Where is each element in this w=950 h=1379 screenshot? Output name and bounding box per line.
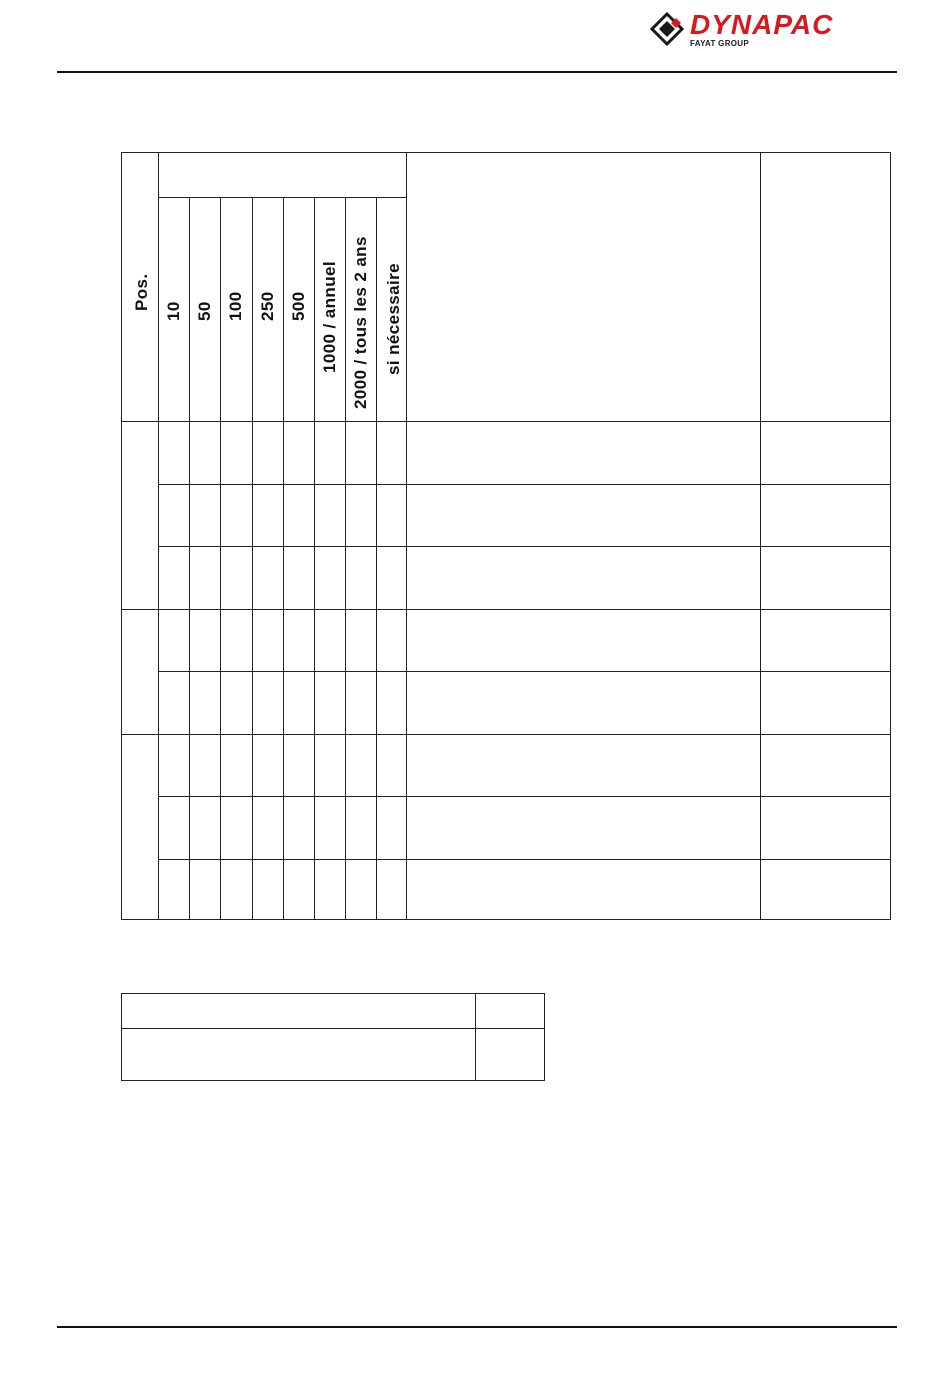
col-divider [220, 197, 221, 919]
pos-header: Pos. [132, 273, 151, 311]
col-divider [475, 994, 476, 1080]
interval-header-as-needed: si nécessaire [384, 262, 403, 375]
brand-group: FAYAT GROUP [690, 39, 750, 48]
interval-header-500: 500 [289, 291, 308, 321]
row-divider [158, 484, 890, 485]
interval-header-1000: 1000 / annuel [320, 261, 339, 373]
col-divider [760, 153, 761, 919]
dynapac-diamond-icon [650, 12, 684, 46]
row-divider [158, 546, 890, 547]
col-divider [314, 197, 315, 919]
interval-header-10: 10 [164, 301, 183, 321]
brand-name: DYNAPAC [690, 9, 834, 40]
interval-header-100: 100 [226, 291, 245, 321]
header-bottom-line [122, 421, 890, 422]
group-divider [122, 609, 890, 610]
interval-header-2000: 2000 / tous les 2 ans [351, 236, 370, 409]
maintenance-table [121, 152, 891, 920]
col-divider [283, 197, 284, 919]
footer-rule [57, 1326, 897, 1328]
col-divider [252, 197, 253, 919]
col-divider [345, 197, 346, 919]
row-divider [158, 859, 890, 860]
secondary-table [121, 993, 545, 1081]
header-rule [57, 71, 897, 73]
col-divider [158, 153, 159, 919]
interval-header-250: 250 [258, 291, 277, 321]
interval-header-50: 50 [195, 301, 214, 321]
col-divider [406, 153, 407, 919]
row-divider [158, 671, 890, 672]
col-divider [376, 197, 377, 919]
col-divider [189, 197, 190, 919]
row-divider [158, 796, 890, 797]
group-divider [122, 734, 890, 735]
brand-logo [650, 8, 900, 50]
row-divider [122, 1028, 544, 1029]
header-subline [158, 197, 406, 198]
